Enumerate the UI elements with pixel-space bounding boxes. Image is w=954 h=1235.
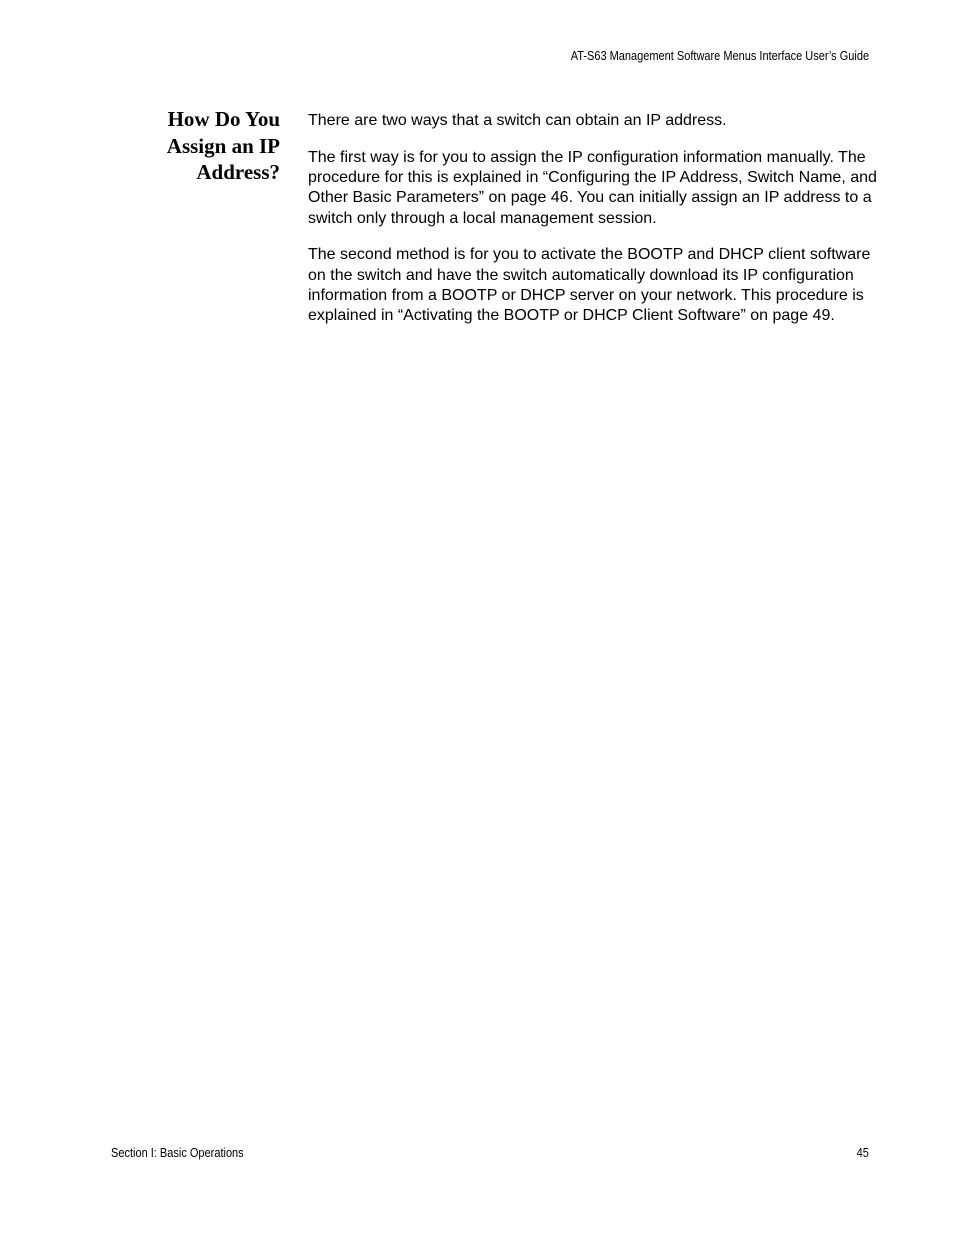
running-header: AT-S63 Management Software Menus Interface User’s Guide (570, 49, 869, 63)
body-text (308, 111, 883, 343)
footer-section-label: Section I: Basic Operations (111, 1146, 244, 1160)
paragraph: The first way is for you to assign the IP configuration information manually. The procedure for this is explained in “Configuring the IP Address, Switch Name, and Other Basic Parameters” on page 46. You can initially assign an IP address to a switch only through a local management session. (308, 148, 877, 227)
footer-page-number: 45 (856, 1146, 869, 1160)
section-heading-line: How Do You (167, 107, 280, 131)
paragraph: The second method is for you to activate the BOOTP and DHCP client software on the switch and have the switch automatically download its IP configuration information from a BOOTP or DHCP server on your network. This procedure is explained in “Activating the BOOTP or DHCP Client Software” on page 49. (308, 246, 871, 325)
paragraph: There are two ways that a switch can obtain an IP address. (308, 112, 727, 129)
section-heading-line: Assign an IP (166, 133, 280, 158)
section-heading-line: Address? (196, 160, 280, 184)
section-heading (120, 106, 280, 186)
